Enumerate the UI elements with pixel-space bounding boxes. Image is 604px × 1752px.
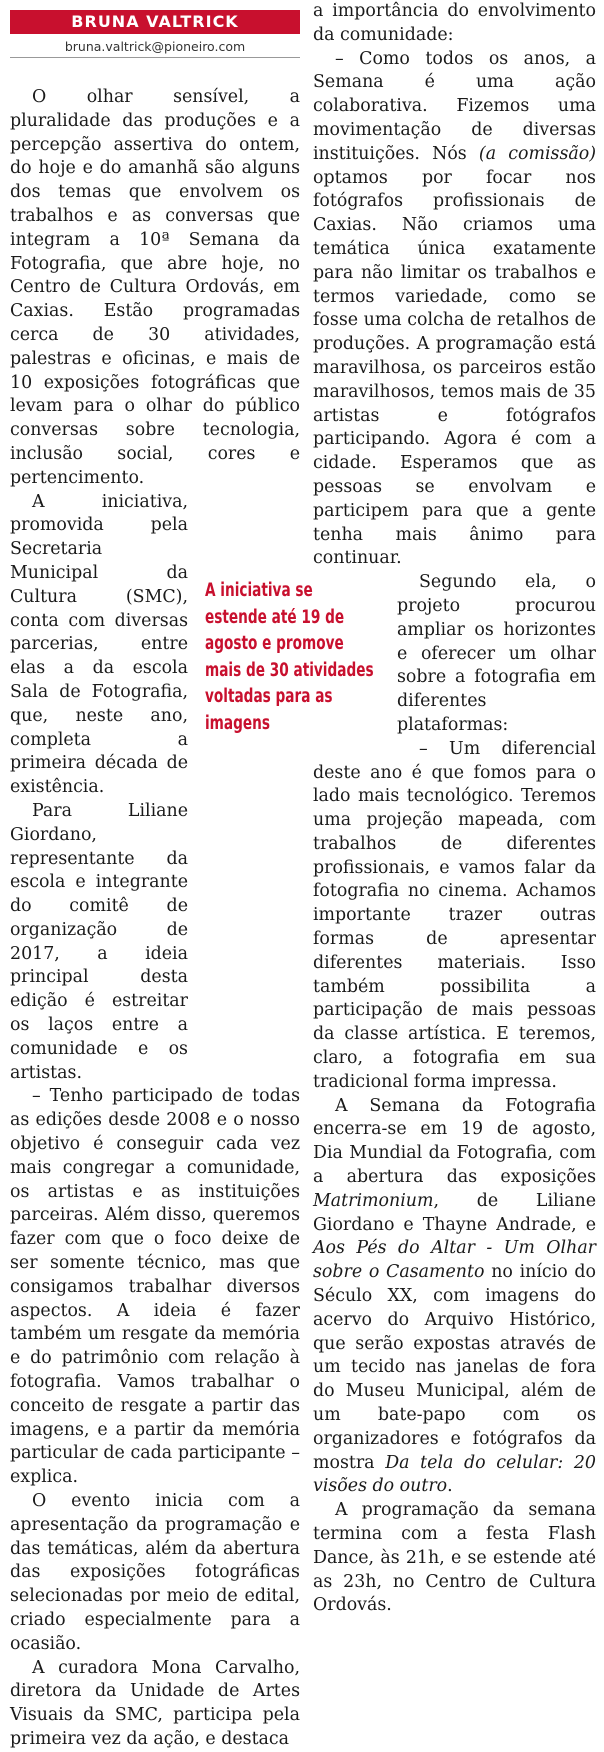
- italic-run: Da tela do celular: 20 visões do outro: [313, 1452, 596, 1497]
- text-run: optamos por focar nos fotógrafos profissionais de Caxias. Não criamos uma temática única exatamente para não limitar os trabalhos e termos variedade, como se fosse uma colcha de retalhos de produções. A programação está maravilhosa, os parceiros estão maravilhosos, temos mais de 35 artistas e fotógrafos participando. Agora é com a cidade. Esperamos que as pessoas se envolvam e participem para que a gente tenha mais ânimo para continuar.: [313, 167, 596, 569]
- paragraph: A programação da semana termina com a festa Flash Dance, às 21h, e se estende até as 23h, no Centro de Cultura Ordovás.: [313, 1500, 596, 1616]
- text-run: A Semana da Fotografia encerra-se em 19 de agosto, Dia Mundial da Fotografia, com a abertura das exposições: [313, 1095, 596, 1188]
- italic-run: Aos Pés do Altar - Um Olhar sobre o Casamento: [313, 1238, 596, 1283]
- paragraph: – Um diferencial deste ano é que fomos para o lado mais tecnológico. Teremos uma projeção mapeada, com trabalhos de diferentes profissionais, e vamos falar da fotografia no cinema. Achamos importante trazer outras formas de apresentar diferentes materiais. Isso também possibilita a participação de mais pessoas da classe artística. E teremos, claro, a fotografia em sua tradicional forma impressa.: [313, 738, 596, 1092]
- pull-quote: A iniciativa se estende até 19 de agosto e promove mais de 30 atividades voltadas para as imagens: [205, 580, 374, 734]
- paragraph: a importância do envolvimento da comunidade:: [313, 1, 596, 45]
- article-column-1: [10, 86, 300, 1752]
- article-column-2: [313, 0, 596, 1618]
- paragraph: – Tenho participado de todas as edições desde 2008 e o nosso objetivo é conseguir cada vez mais congregar a comunidade, os artistas e as instituições parceiras. Além disso, queremos fazer com que o foco deixe de ser somente técnico, mas que consigamos trabalhar diversos aspectos. A ideia é fazer também um resgate da memória e do patrimônio com relação à fotografia. Vamos trabalhar o conceito de resgate a partir das imagens, e a partir da memória particular de cada participante – explica.: [10, 1086, 300, 1488]
- paragraph: [313, 1095, 596, 1500]
- text-run: – Como todos os anos, a Semana é uma ação colaborativa. Fizemos uma movimentação de diversas instituições. Nós: [313, 48, 596, 164]
- text-run: .: [447, 1476, 453, 1497]
- paragraph: A curadora Mona Carvalho, diretora da Unidade de Artes Visuais da SMC, participa pela primeira vez da ação, e destaca: [10, 1657, 300, 1749]
- paragraph: O evento inicia com a apresentação da programação e das temáticas, além da abertura das exposições fotográficas selecionadas por meio de edital, criado especialmente para a ocasião.: [10, 1491, 300, 1654]
- text-run: , de Liliane Giordano e Thayne Andrade, e: [313, 1190, 596, 1235]
- paragraph: Para Liliane Giordano, representante da escola e integrante do comitê de organização de 2017, a ideia principal desta edição é estreitar os laços entre a comunidade e os artistas.: [10, 800, 188, 1083]
- author-email: bruna.valtrick@pioneiro.com: [10, 37, 300, 58]
- paragraph: [313, 48, 596, 572]
- author-name-bar: BRUNA VALTRICK: [10, 10, 300, 34]
- paragraph: Segundo ela, o projeto procurou ampliar os horizontes e oferecer um olhar sobre a fotografia em diferentes plataformas:: [397, 572, 596, 735]
- italic-run: (a comissão): [478, 143, 596, 164]
- paragraph: O olhar sensível, a pluralidade das produções e a percepção assertiva do ontem, do hoje e do amanhã são alguns dos temas que envolvem os trabalhos e as conversas que integram a 10ª Semana da Fotografia, que abre hoje, no Centro de Cultura Ordovás, em Caxias. Estão programadas cerca de 30 atividades, palestras e oficinas, e mais de 10 exposições fotográficas que levam para o olhar do público conversas sobre tecnologia, inclusão social, cores e pertencimento.: [10, 87, 300, 488]
- italic-run: Matrimonium: [313, 1190, 434, 1211]
- paragraph: A iniciativa, promovida pela Secretaria Municipal da Cultura (SMC), conta com diversas parcerias, entre elas a da escola Sala de Fotografia, que, neste ano, completa a primeira década de existência.: [10, 491, 188, 798]
- text-run: no início do Século XX, com imagens do acervo do Arquivo Histórico, que serão expostas através de um tecido nas janelas de fora do Museu Municipal, além de um bate-papo com os organizadores e fotógrafos da mostra: [313, 1262, 597, 1473]
